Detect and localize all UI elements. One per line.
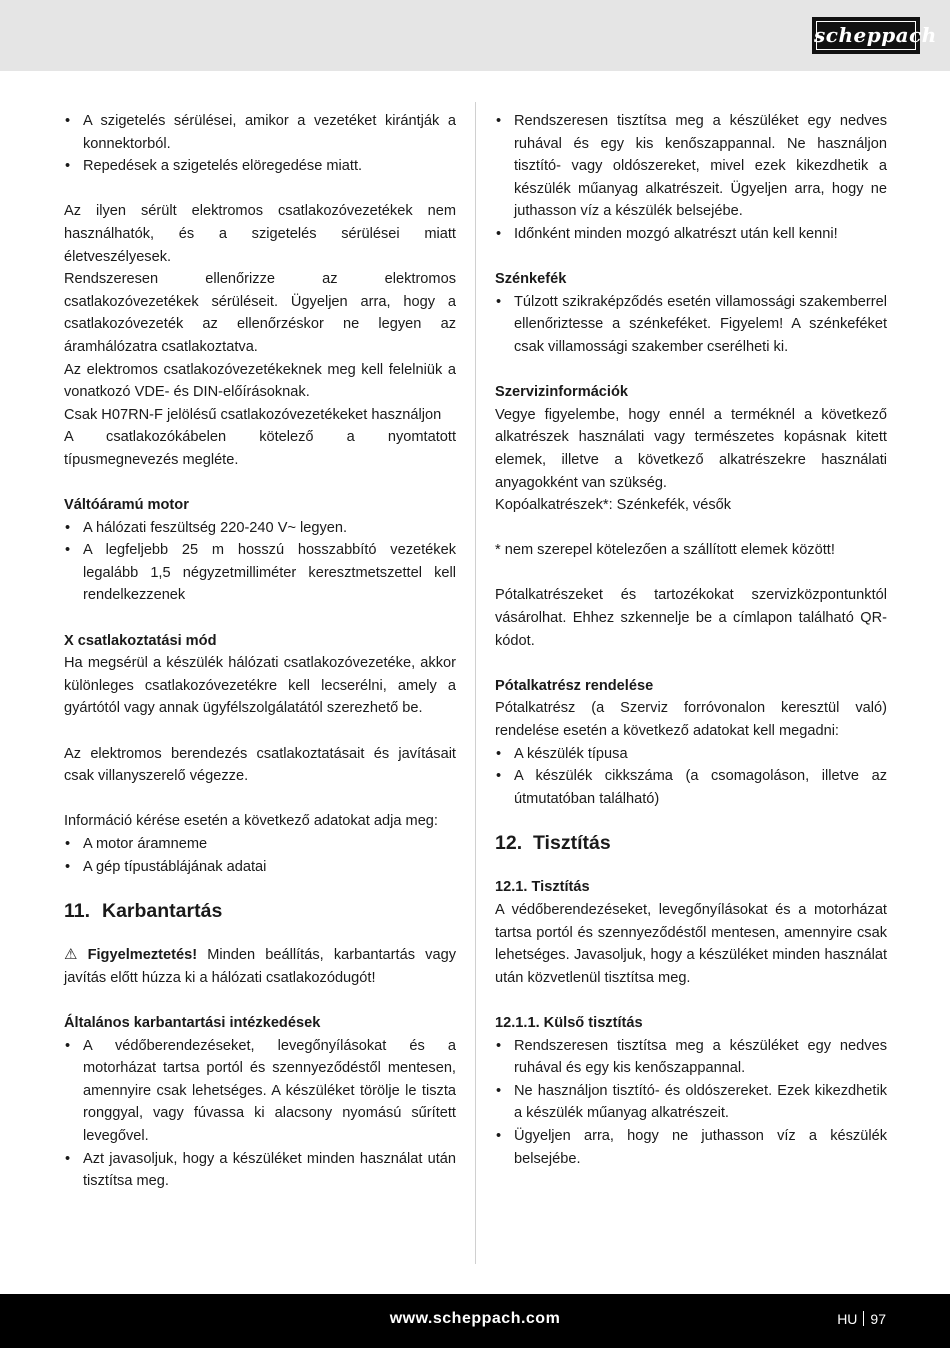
list-item: • A készülék típusa [495,743,887,766]
list-item: • A védőberendezéseket, levegőnyílásokat és a motorházat tartsa portól és szennyeződéstől mentesen, amennyire csak lehetséges. A készüléket törölje le tiszta ronggyal, vagy fúvassa ki alacsony nyomású sűrített levegővel. [64,1035,456,1148]
warning-paragraph [64,944,456,989]
section-11-heading [64,898,456,924]
paragraph: Az elektromos berendezés csatlakoztatásait és javításait csak villanyszerelő végezze. [64,745,456,785]
list-item: • Rendszeresen tisztítsa meg a készüléket egy nedves ruhával és egy kis kenőszappannal. [495,1035,887,1080]
warning-label: Figyelmeztetés! [87,947,198,964]
warning-text: Minden beállítás, karbantartás vagy javítás előtt húzza ki a hálózati csatlakozódugót! [64,947,456,986]
list-item: • A legfeljebb 25 m hosszú hosszabbító vezetékek legalább 1,5 négyzetmilliméter keresztmetszettel kell rendelkezzenek [64,539,456,607]
x-connection-heading: X csatlakoztatási mód [64,632,217,649]
list-item: • A motor áramneme [64,833,456,856]
section-number: 12. [495,832,523,855]
left-column [64,110,456,1193]
list-item: • Repedések a szigetelés elöregedése miatt. [64,155,456,178]
language-code: HU [837,1311,858,1327]
right-column [495,110,887,1170]
separator [863,1311,864,1326]
paragraph: Rendszeresen ellenőrizze az elektromos csatlakozóvezetékek sérüléseit. Ügyeljen arra, hogy a csatlakozóvezeték az ellenőrzéskor ne legyen az áramhálózatra csatlakoztatva. [64,271,456,355]
paragraph: Ha megsérül a készülék hálózati csatlakozóvezetéke, akkor különleges csatlakozóvezetékre kell lecserélni, amely a gyártótól vagy annak ügyfélszolgálatától szerezhető be. [64,655,456,717]
website-url: www.scheppach.com [389,1310,561,1327]
paragraph: Pótalkatrészeket és tartozékokat szervizközpontunktól vásárolhat. Ehhez szkennelje be a címlapon található QR-kódot. [495,587,887,649]
list-item: • Rendszeresen tisztítsa meg a készüléket egy nedves ruhával és egy kis kenőszappannal. Ne használjon tisztító- vagy oldószereket, mivel ezek kikezdhetik a készülék műanyag alkatrészeit. Ügyeljen arra, hogy ne juthasson víz a készülék belsejébe. [495,110,887,223]
page-number: 97 [870,1311,886,1327]
header-bar [0,0,950,71]
footer-bar [0,1294,950,1348]
general-maintenance-heading: Általános karbantartási intézkedések [64,1014,321,1031]
warning-triangle-icon: ⚠ [64,946,84,964]
list-item: • Ne használjon tisztító- és oldószereket. Ezek kikezdhetik a készülék műanyag alkatrészeit. [495,1080,887,1125]
general-maintenance-list [64,1035,456,1193]
page-indicator [837,1294,886,1344]
column-divider [475,102,476,1264]
paragraph: Információ kérése esetén a következő adatokat adja meg: [64,813,438,830]
ac-motor-heading: Váltóáramú motor [64,497,189,514]
spare-order-list [495,743,887,811]
list-item: • Túlzott szikraképződés esetén villamossági szakemberrel ellenőriztesse a szénkeféket. Figyelem! A szénkeféket csak villamossági szakember cserélheti ki. [495,291,887,359]
list-item: • Ügyeljen arra, hogy ne juthasson víz a készülék belsejébe. [495,1125,887,1170]
paragraph: A csatlakozókábelen kötelező a nyomtatott típusmegnevezés megléte. [64,429,456,468]
insulation-damage-list [64,110,456,178]
list-item: • A készülék cikkszáma (a csomagoláson, illetve az útmutatóban található) [495,765,887,810]
spare-order-heading: Pótalkatrész rendelése [495,677,654,694]
ac-motor-list [64,517,456,607]
section-12-heading [495,830,887,856]
service-info-heading: Szervizinformációk [495,384,629,401]
scheppach-logo: scheppach [812,17,920,54]
subsection-12-1-1-heading: 12.1.1. Külső tisztítás [495,1014,643,1031]
section-title: Tisztítás [533,832,611,855]
carbon-brush-list [495,291,887,359]
list-item: • A gép típustáblájának adatai [64,856,456,879]
section-number: 11. [64,900,91,923]
list-item: • Azt javasoljuk, hogy a készüléket minden használat után tisztítsa meg. [64,1148,456,1193]
list-item: • A hálózati feszültség 220-240 V~ legyen. [64,517,456,540]
info-list [64,833,456,878]
paragraph: A védőberendezéseket, levegőnyílásokat és a motorházat tartsa portól és szennyeződéstől mentesen, amennyire csak lehetséges. Javasoljuk, hogy a készüléket minden használat után közvetlenül tisztítsa meg. [495,902,887,986]
footnote: * nem szerepel kötelezően a szállított elemek között! [495,542,835,559]
paragraph: Az ilyen sérült elektromos csatlakozóvezetékek nem használhatók, és a szigetelés sérülései miatt életveszélyesek. [64,203,456,265]
subsection-12-1-heading: 12.1. Tisztítás [495,879,590,896]
paragraph: Pótalkatrész (a Szerviz forróvonalon keresztül való) rendelése esetén a következő adatokat kell megadni: [495,700,887,740]
section-title: Karbantartás [102,900,223,923]
external-cleaning-list [495,1035,887,1171]
carbon-brush-heading: Szénkefék [495,271,567,288]
list-item: • A szigetelés sérülései, amikor a vezetéket kirántják a konnektorból. [64,110,456,155]
cleaning-list [495,110,887,246]
paragraph: Az elektromos csatlakozóvezetékeknek meg kell felelniük a vonatkozó VDE- és DIN-előírásoknak. [64,361,456,401]
paragraph: Csak H07RN-F jelölésű csatlakozóvezetékeket használjon [64,406,442,423]
list-item: • Időnként minden mozgó alkatrészt után kell kenni! [495,223,887,246]
wear-parts: Kopóalkatrészek*: Szénkefék, vésők [495,497,732,514]
paragraph: Vegye figyelembe, hogy ennél a terméknél a következő alkatrészek használati vagy természetes kopásnak kitett elemek, illetve a következő alkatrészekre használati anyagokként van szükség. [495,406,887,491]
